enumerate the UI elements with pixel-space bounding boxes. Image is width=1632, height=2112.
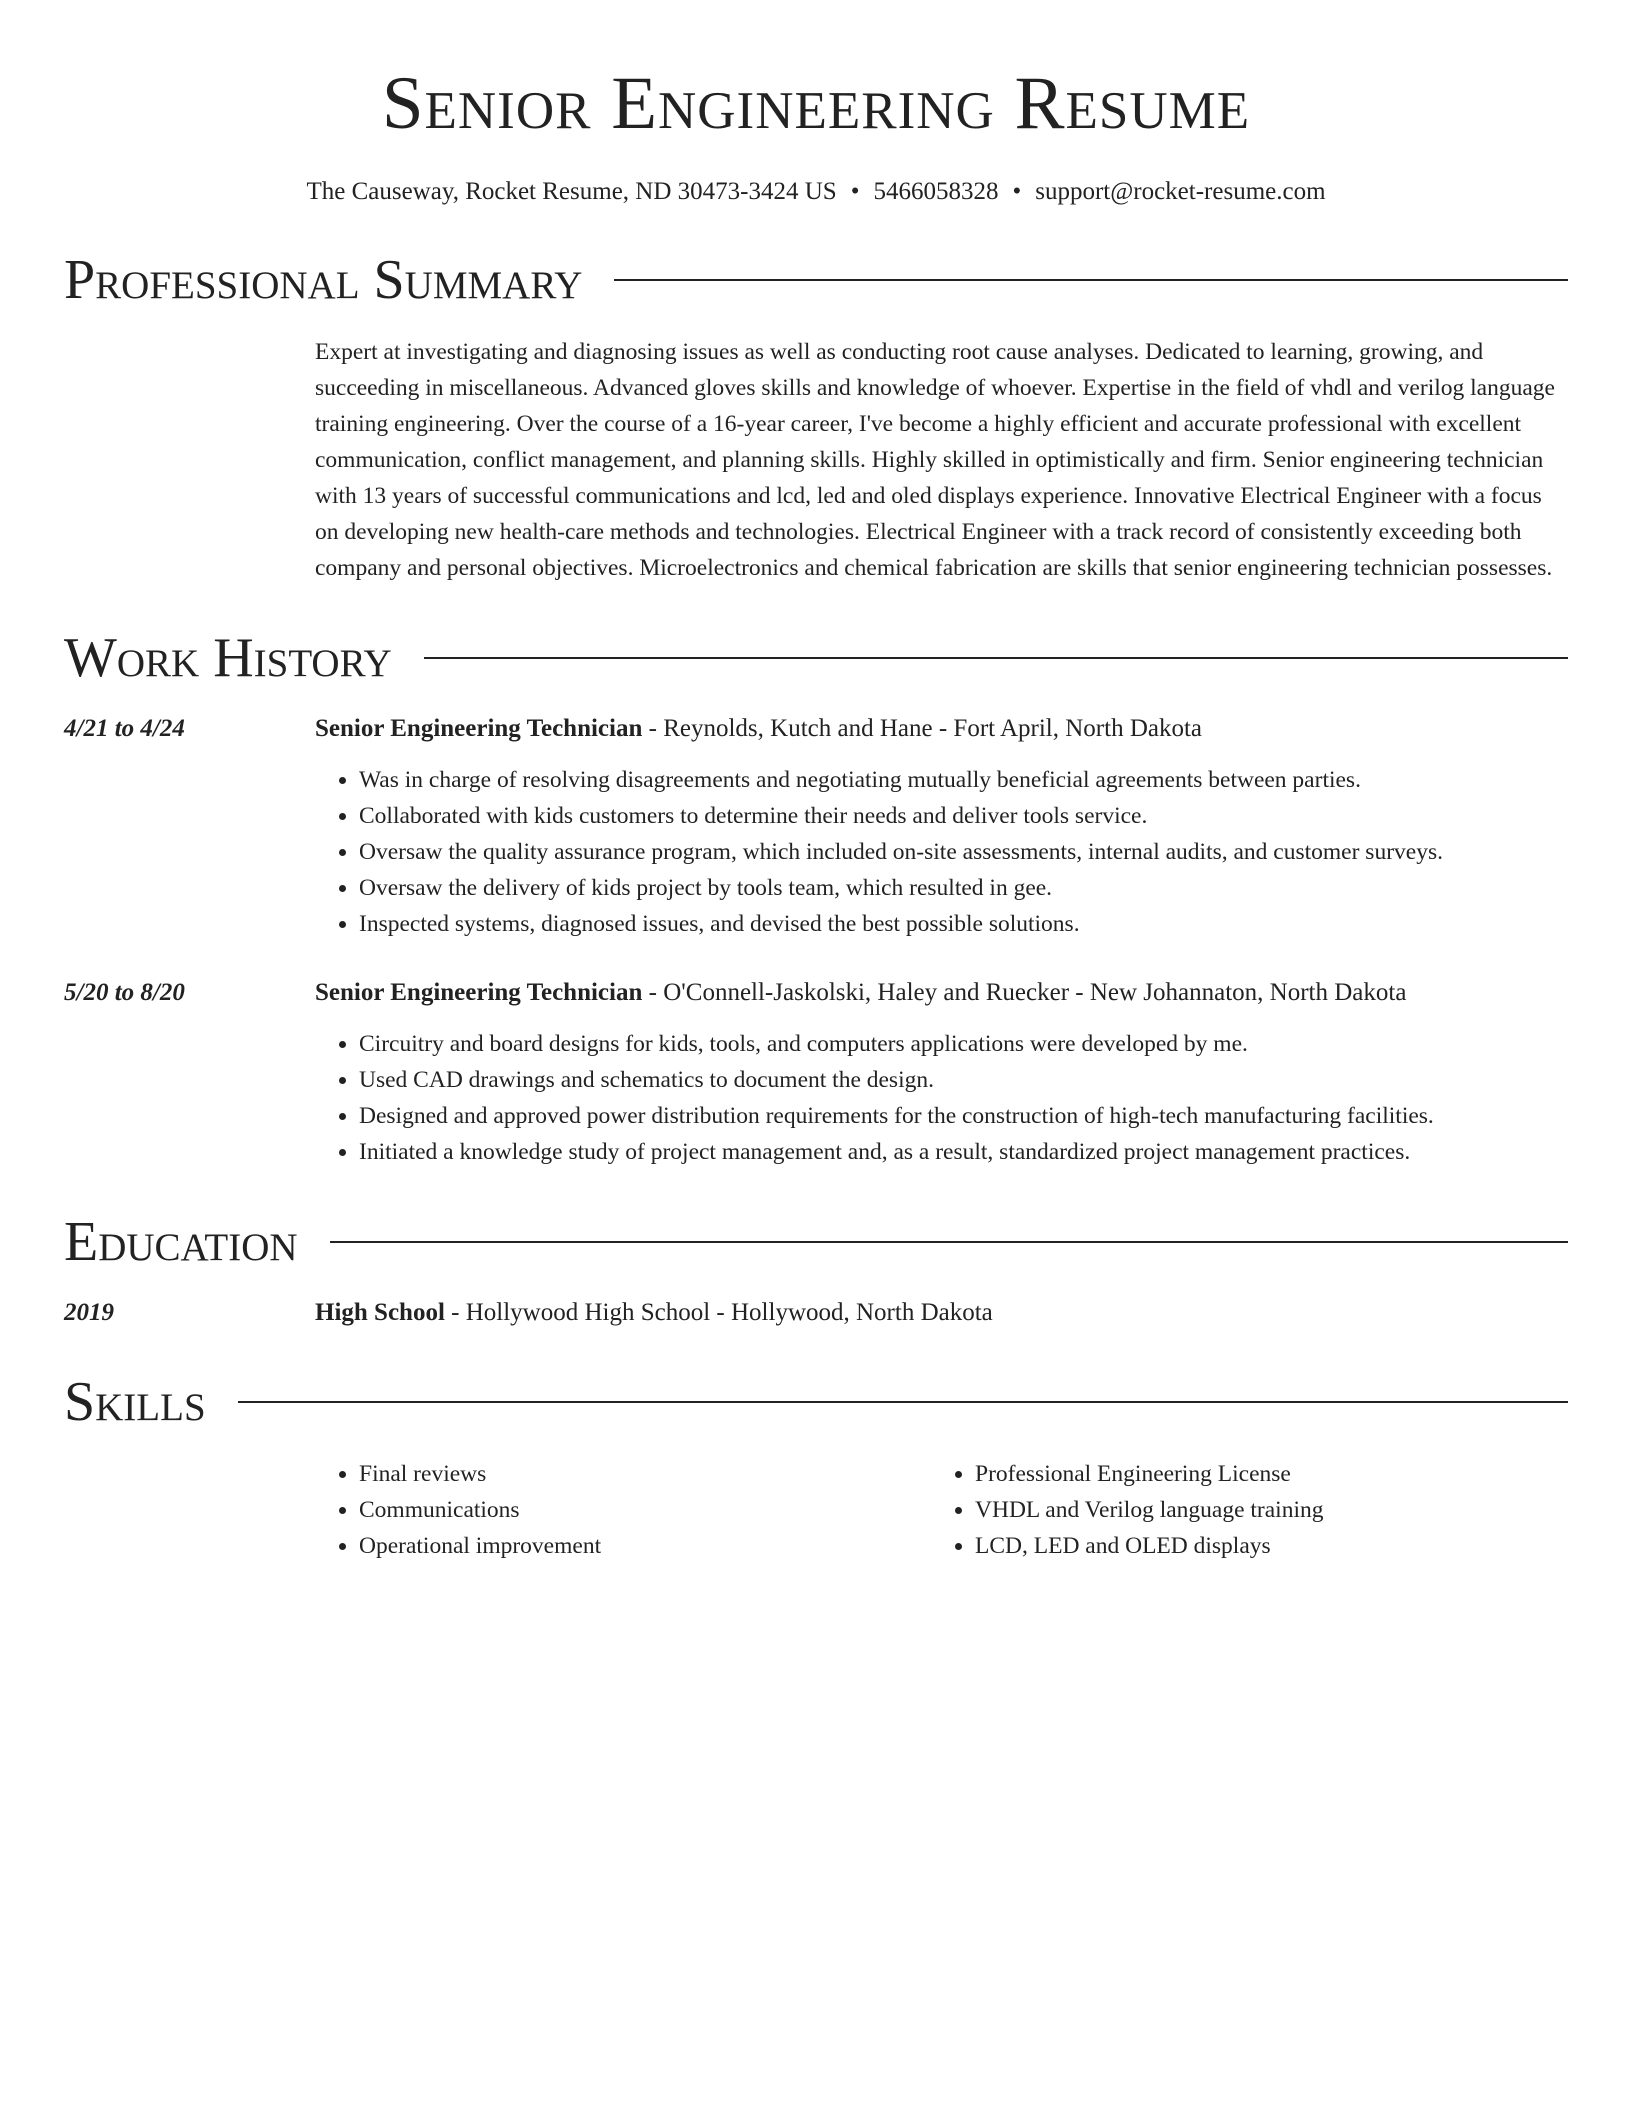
job-bullet: • Inspected systems, diagnosed issues, and devised the best possible solutions. (359, 906, 1568, 942)
education-year: 2019 (64, 1299, 114, 1326)
section-divider (238, 1401, 1568, 1403)
skills-section-header (64, 1370, 1568, 1434)
summary-heading: Professional Summary (64, 249, 583, 311)
work-heading: Work History (64, 627, 392, 689)
contact-phone: 5466058328 (873, 178, 999, 205)
summary-text: Expert at investigating and diagnosing issues as well as conducting root cause analyses. Dedicated to learning, growing, and succeeding in miscellaneous. Advanced gloves skills and knowledge of whoever. Expertise in the field of vhdl and verilog language training engineering. Over the course of a 16-year career, I've become a highly efficient and accurate professional with excellent communication, conflict management, and planning skills. Highly skilled in optimistically and firm. Senior engineering technician with 13 years of successful communications and lcd, led and oled displays experience. Innovative Electrical Engineer with a focus on developing new health-care methods and technologies. Electrical Engineer with a track record of consistently exceeding both company and personal objectives. Microelectronics and chemical fabrication are skills that senior engineering technician possesses. (315, 339, 1555, 581)
job-bullet: • Collaborated with kids customers to determine their needs and deliver tools service. (359, 798, 1568, 834)
skills-column-right (931, 1456, 1547, 1564)
job-dates: 4/21 to 4/24 (64, 715, 185, 742)
job-bullet: • Circuitry and board designs for kids, tools, and computers applications were developed by me. (359, 1026, 1568, 1062)
work-section-header (64, 626, 1568, 690)
skill-item: • Final reviews (359, 1456, 931, 1492)
job-bullets (315, 762, 1568, 942)
contact-line (64, 176, 1568, 208)
skills-list (315, 1456, 1568, 1564)
job-body (315, 976, 1568, 1170)
job-bullets (315, 1026, 1568, 1170)
job-bullet: • Was in charge of resolving disagreements and negotiating mutually beneficial agreements between parties. (359, 762, 1568, 798)
job-dates: 5/20 to 8/20 (64, 979, 185, 1006)
education-entry (64, 1296, 1568, 1330)
resume-title: Senior Engineering Resume (381, 62, 1251, 145)
section-divider (614, 279, 1568, 281)
job-bullet: • Initiated a knowledge study of project management and, as a result, standardized project management practices. (359, 1134, 1568, 1170)
contact-email: support@rocket-resume.com (1035, 178, 1326, 205)
skill-item: • LCD, LED and OLED displays (975, 1528, 1547, 1564)
job-entry (64, 712, 1568, 942)
section-divider (330, 1241, 1568, 1243)
job-body (315, 712, 1568, 942)
skill-item: • Communications (359, 1492, 931, 1528)
job-bullet: • Designed and approved power distribution requirements for the construction of high-tech manufacturing facilities. (359, 1098, 1568, 1134)
job-bullet: • Used CAD drawings and schematics to document the design. (359, 1062, 1568, 1098)
education-details: - Hollywood High School - Hollywood, North Dakota (444, 1299, 993, 1326)
job-entry (64, 976, 1568, 1170)
job-bullet: • Oversaw the delivery of kids project by tools team, which resulted in gee. (359, 870, 1568, 906)
job-title-line (315, 976, 1568, 1010)
contact-separator: • (850, 178, 860, 205)
contact-address: The Causeway, Rocket Resume, ND 30473-3424 US (306, 178, 837, 205)
job-details: - Reynolds, Kutch and Hane - Fort April, North Dakota (642, 715, 1203, 742)
education-degree: High School (315, 1299, 445, 1326)
job-bullet: • Oversaw the quality assurance program, which included on-site assessments, internal audits, and customer surveys. (359, 834, 1568, 870)
section-divider (424, 657, 1568, 659)
education-section-header (64, 1210, 1568, 1274)
summary-section-header (64, 248, 1568, 312)
skill-item: • Operational improvement (359, 1528, 931, 1564)
job-title-line (315, 712, 1568, 746)
skill-item: • Professional Engineering License (975, 1456, 1547, 1492)
skill-item: • VHDL and Verilog language training (975, 1492, 1547, 1528)
contact-separator: • (1012, 178, 1022, 205)
skills-heading: Skills (64, 1371, 206, 1433)
education-body (315, 1296, 1568, 1330)
job-title: Senior Engineering Technician (315, 979, 643, 1006)
skills-column-left (315, 1456, 931, 1564)
education-heading: Education (64, 1211, 298, 1273)
job-title: Senior Engineering Technician (315, 715, 643, 742)
education-title-line (315, 1296, 1568, 1330)
job-details: - O'Connell-Jaskolski, Haley and Ruecker - New Johannaton, North Dakota (642, 979, 1407, 1006)
